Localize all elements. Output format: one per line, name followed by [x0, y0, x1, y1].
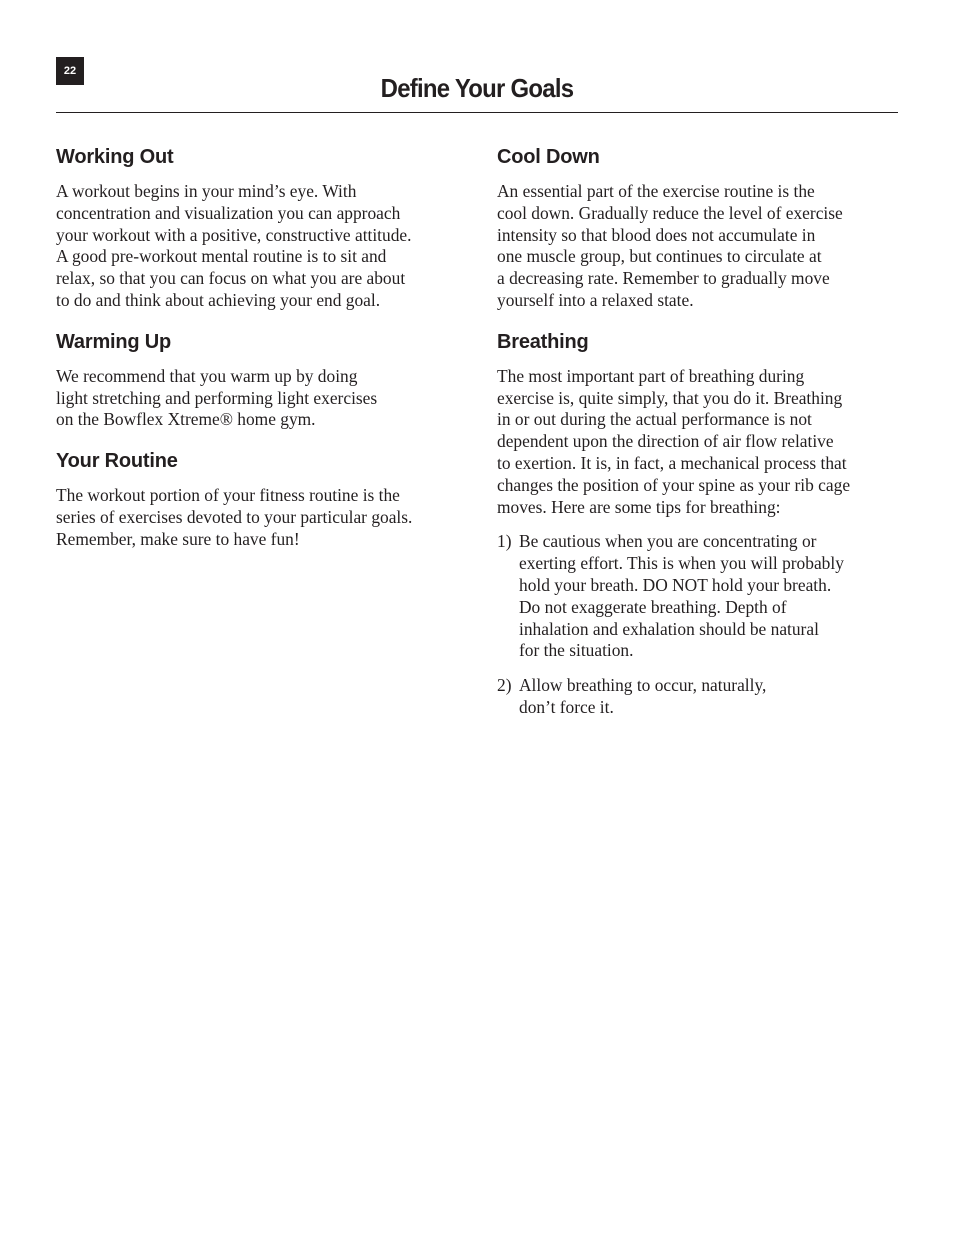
section-breathing: [497, 328, 897, 719]
section-body: A workout begins in your mind’s eye. With concentration and visualization you can approach your workout with a positive, constructive attitude. A good pre-workout mental routine is to sit and relax, so that you can focus on what you are about to do and think about achieving your end goal.: [56, 181, 412, 310]
section-heading: Your Routine: [56, 450, 178, 473]
section-body: The most important part of breathing during exercise is, quite simply, that you do it. Breathing in or out during the actual performance is not dependent upon the direction of air flow relative to exertion. It is, in fact, a mechanical process that changes the position of your spine as your rib cage moves. Here are some tips for breathing:: [497, 365, 851, 517]
page-number-badge: 22: [56, 57, 84, 85]
title-divider: [56, 112, 898, 113]
section-body: The workout portion of your fitness routine is the series of exercises devoted to your particular goals. Remember, make sure to have fun!: [56, 485, 413, 549]
section-body: We recommend that you warm up by doing light stretching and performing light exercises on the Bowflex Xtreme® home gym.: [56, 365, 378, 430]
section-your-routine: [56, 447, 451, 550]
tip-number: 2): [497, 675, 512, 696]
section-working-out: [56, 143, 451, 312]
breathing-tip: [497, 675, 897, 719]
section-warming-up: [56, 328, 451, 431]
right-column: [497, 143, 897, 719]
section-heading: Warming Up: [56, 330, 172, 353]
section-heading: Cool Down: [497, 146, 600, 168]
page-title: Define Your Goals: [380, 73, 574, 103]
section-heading: Working Out: [56, 146, 174, 168]
breathing-tip: [497, 531, 897, 662]
section-cool-down: [497, 143, 897, 312]
left-column: [56, 143, 451, 551]
section-body: An essential part of the exercise routine is the cool down. Gradually reduce the level of exercise intensity so that blood does not accumulate in one muscle group, but continues to circulate at a decreasing rate. Remember to gradually move yourself into a relaxed state.: [497, 181, 843, 310]
tip-text: Be cautious when you are concentrating or exerting effort. This is when you will probably hold your breath. DO NOT hold your breath. Do not exaggerate breathing. Depth of inhalation and exhalation should be natural for the situation.: [519, 531, 844, 661]
tip-number: 1): [497, 531, 512, 552]
section-heading: Breathing: [497, 330, 589, 353]
tip-text: Allow breathing to occur, naturally, don’t force it.: [519, 675, 767, 717]
